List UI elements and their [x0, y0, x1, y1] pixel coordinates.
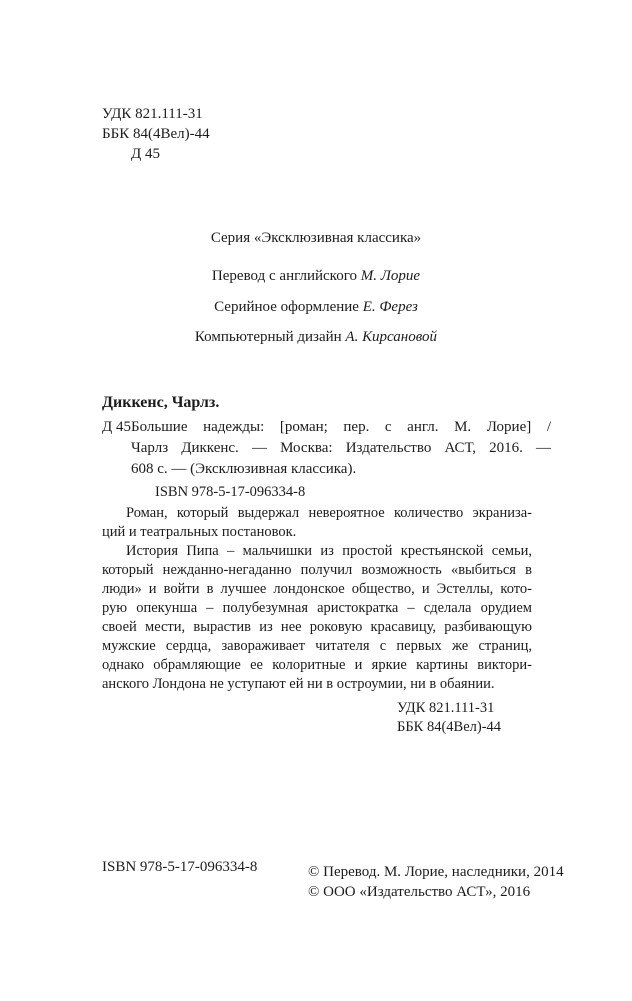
- bib-isbn: ISBN 978-5-17-096334-8: [155, 484, 306, 500]
- udk-code-repeat: УДК 821.111-31: [397, 700, 495, 716]
- bib-line: 608 с. — (Эксклюзивная классика).: [131, 461, 357, 477]
- computer-design-label: Компьютерный дизайн: [194, 329, 342, 345]
- annotation-line: ций и театральных постановок.: [102, 524, 297, 540]
- annotation-line: рую опекунша – полубезумная аристократка – сделала орудием: [102, 600, 532, 616]
- series-line: Серия «Эксклюзивная классика»: [210, 230, 422, 246]
- copyright-publisher: © ООО «Издательство АСТ», 2016: [308, 884, 531, 900]
- annotation-line: люди» и войти в лучшее лондонское общество, и Эстеллы, кото-: [102, 581, 532, 597]
- author-heading: Диккенс, Чарлз.: [102, 394, 220, 411]
- translation-line: [0, 266, 632, 286]
- bbk-code-repeat: ББК 84(4Вел)-44: [397, 719, 502, 735]
- annotation-line: Роман, который выдержал невероятное количество экраниза-: [126, 505, 532, 521]
- series-designer-name: Е. Ферез: [362, 299, 418, 315]
- copyright-translation: © Перевод. М. Лорие, наследники, 2014: [308, 864, 564, 880]
- author-mark: Д 45: [131, 146, 160, 162]
- translation-label: Перевод с английского: [211, 268, 357, 284]
- annotation-line: анского Лондона не уступают ей ни в остроумии, ни в обаянии.: [102, 676, 495, 692]
- translator-name: М. Лорие: [360, 268, 421, 284]
- computer-design-line: [0, 327, 632, 347]
- annotation-line: который нежданно-негаданно получил возможность «выбиться в: [102, 562, 532, 578]
- annotation-line: мужские сердца, завораживает читателя с первых же страниц,: [102, 638, 532, 654]
- bib-line: Чарлз Диккенс. — Москва: Издательство АСТ, 2016. —: [131, 440, 551, 456]
- series-design-label: Серийное оформление: [214, 299, 359, 315]
- footer-isbn: ISBN 978-5-17-096334-8: [102, 859, 258, 875]
- udk-code: УДК 821.111-31: [102, 106, 203, 122]
- annotation-line: своей мести, вырастив из нее роковую красавицу, разбивающую: [102, 619, 532, 635]
- bbk-code: ББК 84(4Вел)-44: [102, 126, 210, 142]
- bib-description: [131, 417, 551, 480]
- bib-mark: Д 45: [102, 419, 131, 435]
- annotation-line: однако обрамляющие ее колоритные и яркие картины виктори-: [102, 657, 532, 673]
- series-design-line: [0, 297, 632, 317]
- annotation: [102, 504, 532, 694]
- computer-designer-name: А. Кирсановой: [345, 329, 438, 345]
- annotation-line: История Пипа – мальчишки из простой крестьянской семьи,: [126, 543, 532, 559]
- bib-line: Большие надежды: [роман; пер. с англ. М. Лорие] /: [131, 419, 551, 435]
